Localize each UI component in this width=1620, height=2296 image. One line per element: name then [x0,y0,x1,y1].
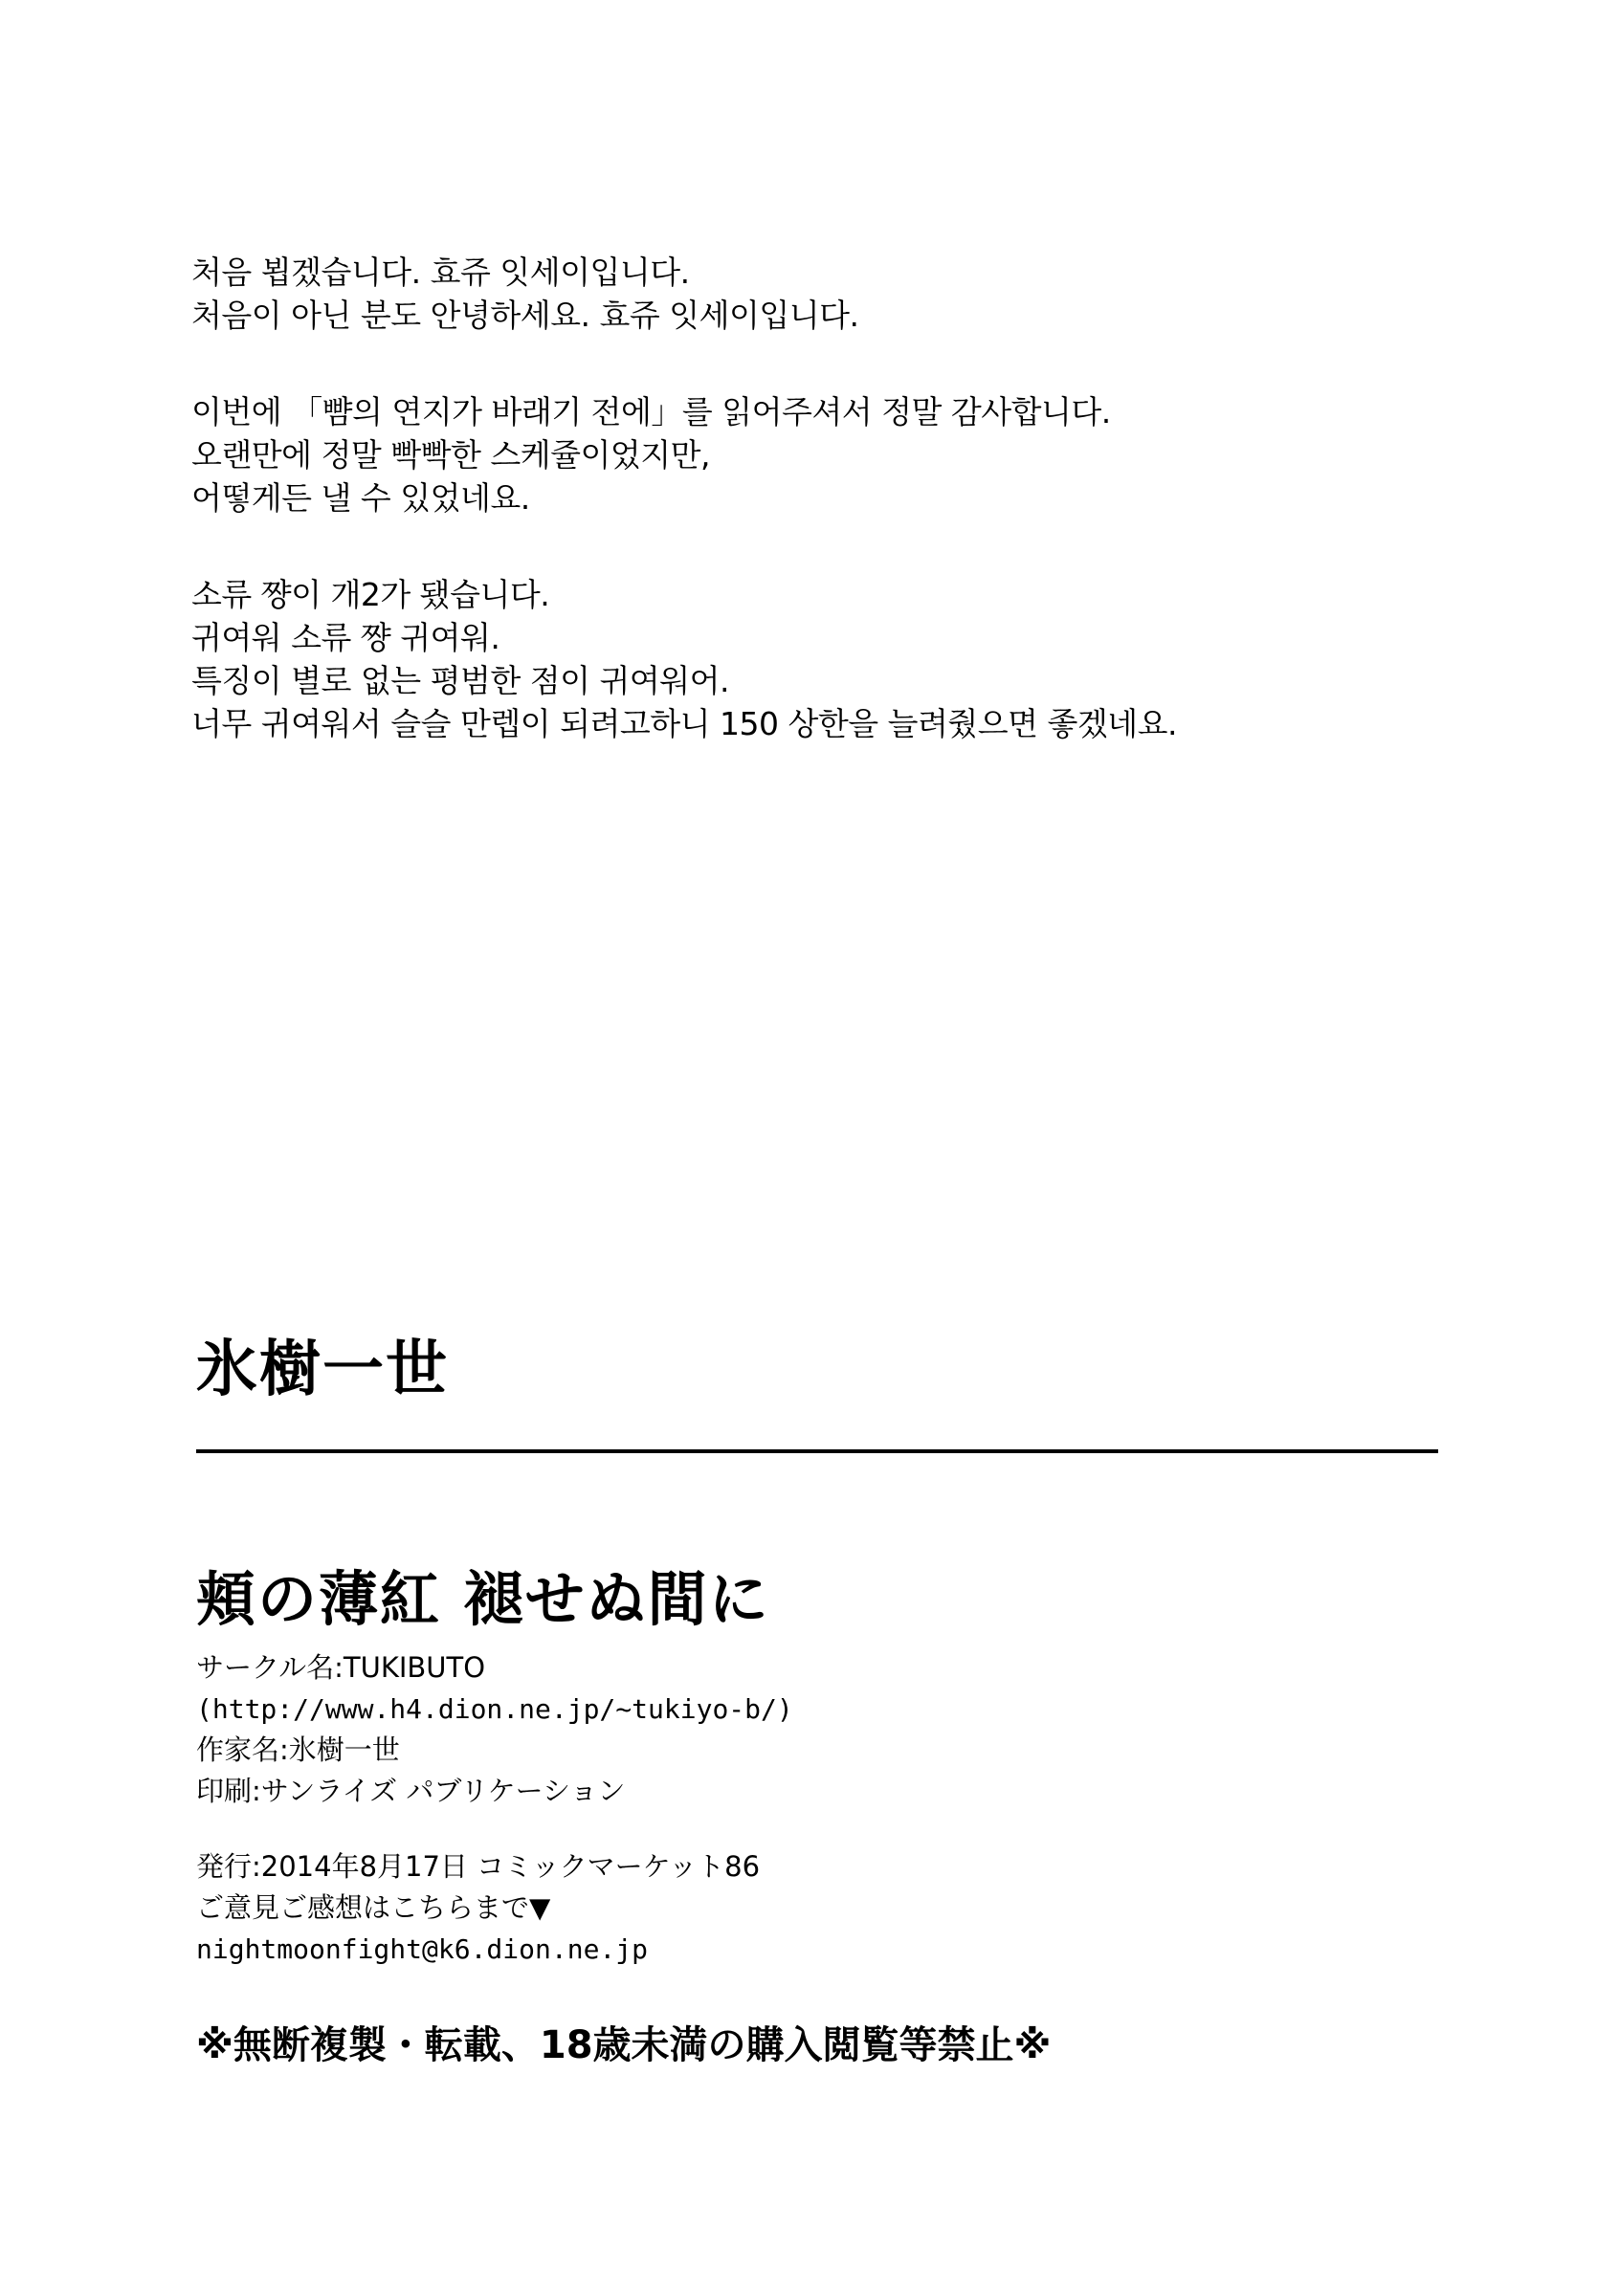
text-line: 오랜만에 정말 빡빡한 스케쥴이었지만, [191,436,711,474]
afterword-paragraph [191,573,1435,745]
colophon [196,1647,1344,2004]
afterword-paragraph [191,390,1435,519]
text-line: 귀여워 소류 쨩 귀여워. [191,619,500,656]
author-signature: 氷樹一世 [196,1335,449,1405]
divider [196,1449,1438,1453]
publication-info: 発行:2014年8月17日 コミックマーケット86 [196,1850,761,1883]
text-line: 특징이 별로 없는 평범한 점이 귀여워어. [191,662,729,699]
text-line: 처음이 아닌 분도 안녕하세요. 효쥬 잇세이입니다. [191,297,859,334]
text-line: 처음 뵙겠습니다. 효쥬 잇세이입니다. [191,254,690,291]
copyright-notice: ※無断複製・転載、18歳未満の購入閲覧等禁止※ [196,2023,1052,2067]
contact-email: nightmoonfight@k6.dion.ne.jp [196,1933,649,1965]
book-title: 頬の薄紅 褪せぬ間に [196,1564,770,1634]
circle-url: (http://www.h4.dion.ne.jp/~tukiyo-b/) [196,1693,793,1725]
afterword-paragraph [191,251,1435,337]
printer-name: 印刷:サンライズ パブリケーション [196,1775,626,1807]
circle-name: サークル名:TUKIBUTO [196,1651,486,1684]
colophon-publication [196,1846,1344,1970]
author-name: 作家名:氷樹一世 [196,1733,400,1766]
text-line: 소류 쨩이 개2가 됐습니다. [191,576,550,613]
afterword-text [191,251,1435,745]
text-line: 이번에 「뺨의 연지가 바래기 전에」를 읽어주셔서 정말 감사합니다. [191,393,1111,430]
text-line: 너무 귀여워서 슬슬 만렙이 되려고하니 150 상한을 늘려줬으면 좋겠네요. [191,705,1177,742]
text-line: 어떻게든 낼 수 있었네요. [191,479,530,517]
feedback-prompt: ご意見ご感想はこちらまで▼ [196,1891,551,1924]
colophon-credits [196,1647,1344,1812]
